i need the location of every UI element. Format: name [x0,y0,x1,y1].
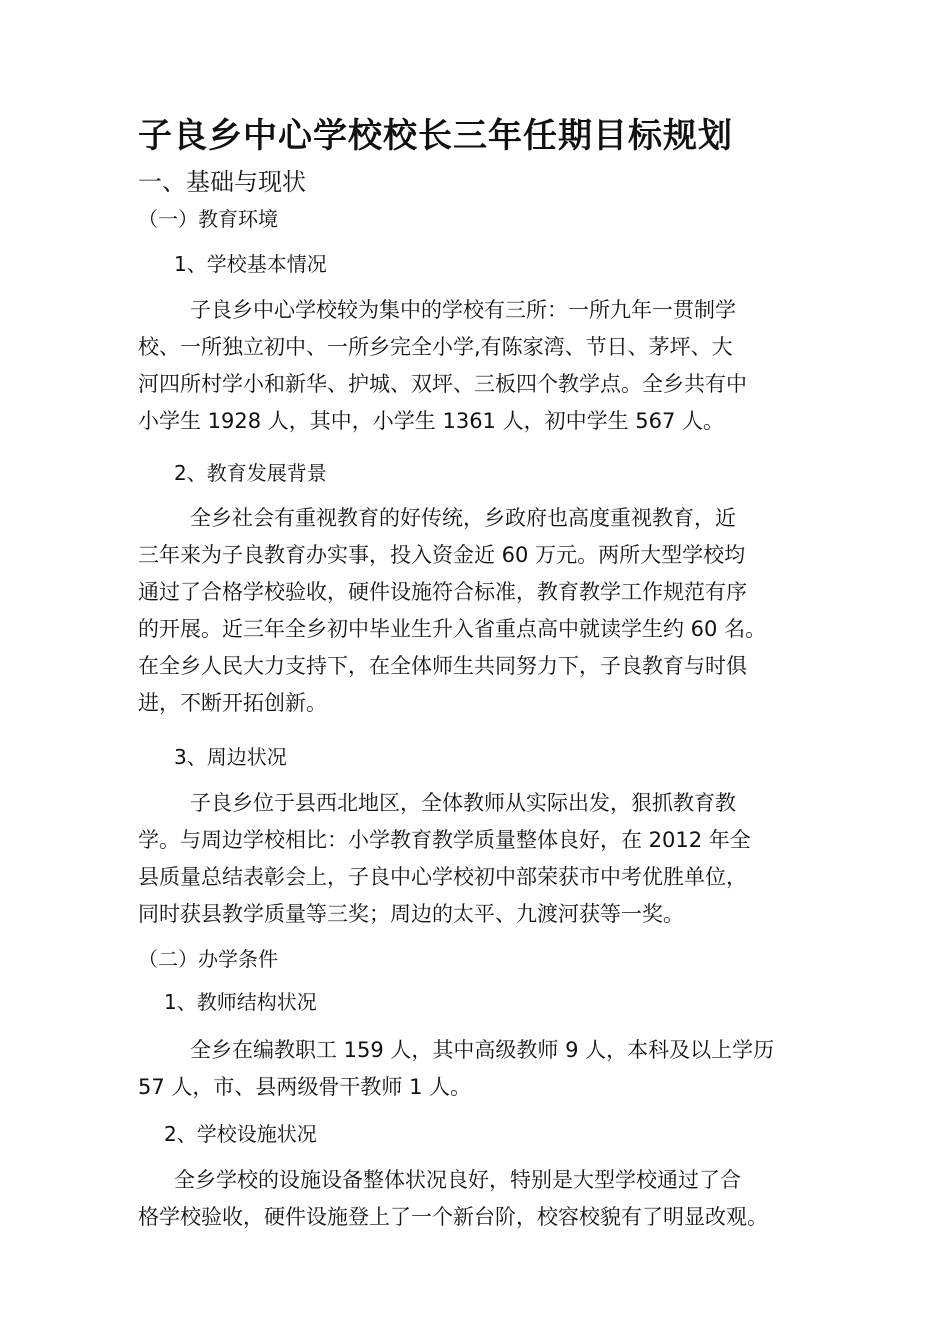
paragraph-line: 全乡在编教职工 159 人，其中高级教师 9 人，本科及以上学历 [190,1038,775,1062]
item-heading-facilities: 2、学校设施状况 [164,1122,317,1146]
item-heading-school-info: 1、学校基本情况 [174,252,327,276]
paragraph-line: 县质量总结表彰会上，子良中心学校初中部荣获市中考优胜单位， [138,865,747,889]
paragraph-line: 全乡学校的设施设备整体状况良好，特别是大型学校通过了合 [174,1168,741,1192]
paragraph-line: 校、一所独立初中、一所乡完全小学,有陈家湾、节日、茅坪、大 [138,335,733,359]
paragraph-line: 子良乡位于县西北地区，全体教师从实际出发，狠抓教育教 [190,791,736,815]
subsection-heading-environment: （一）教育环境 [138,207,278,231]
item-heading-background: 2、教育发展背景 [174,461,327,485]
document-title: 子良乡中心学校校长三年任期目标规划 [138,116,733,156]
paragraph-line: 通过了合格学校验收，硬件设施符合标准，教育教学工作规范有序 [138,580,747,604]
paragraph-line: 57 人，市、县两级骨干教师 1 人。 [138,1075,472,1099]
paragraph-line: 进，不断开拓创新。 [138,691,327,715]
subsection-heading-conditions: （二）办学条件 [138,947,278,971]
paragraph-line: 全乡社会有重视教育的好传统，乡政府也高度重视教育，近 [190,506,736,530]
paragraph-line: 小学生 1928 人，其中，小学生 1361 人，初中学生 567 人。 [138,409,725,433]
item-heading-teachers: 1、教师结构状况 [164,990,317,1014]
paragraph-line: 子良乡中心学校较为集中的学校有三所：一所九年一贯制学 [190,298,736,322]
item-heading-surroundings: 3、周边状况 [174,745,287,769]
paragraph-line: 的开展。近三年全乡初中毕业生升入省重点高中就读学生约 60 名。 [138,617,767,641]
paragraph-line: 同时获县教学质量等三奖；周边的太平、九渡河获等一奖。 [138,902,684,926]
paragraph-line: 学。与周边学校相比：小学教育教学质量整体良好，在 2012 年全 [138,828,751,852]
paragraph-line: 格学校验收，硬件设施登上了一个新台阶，校容校貌有了明显改观。 [138,1205,768,1229]
paragraph-line: 在全乡人民大力支持下，在全体师生共同努力下，子良教育与时俱 [138,654,747,678]
section-heading-basis: 一、基础与现状 [138,168,306,196]
paragraph-line: 三年来为子良教育办实事，投入资金近 60 万元。两所大型学校均 [138,543,746,567]
paragraph-line: 河四所村学小和新华、护城、双坪、三板四个教学点。全乡共有中 [138,372,747,396]
